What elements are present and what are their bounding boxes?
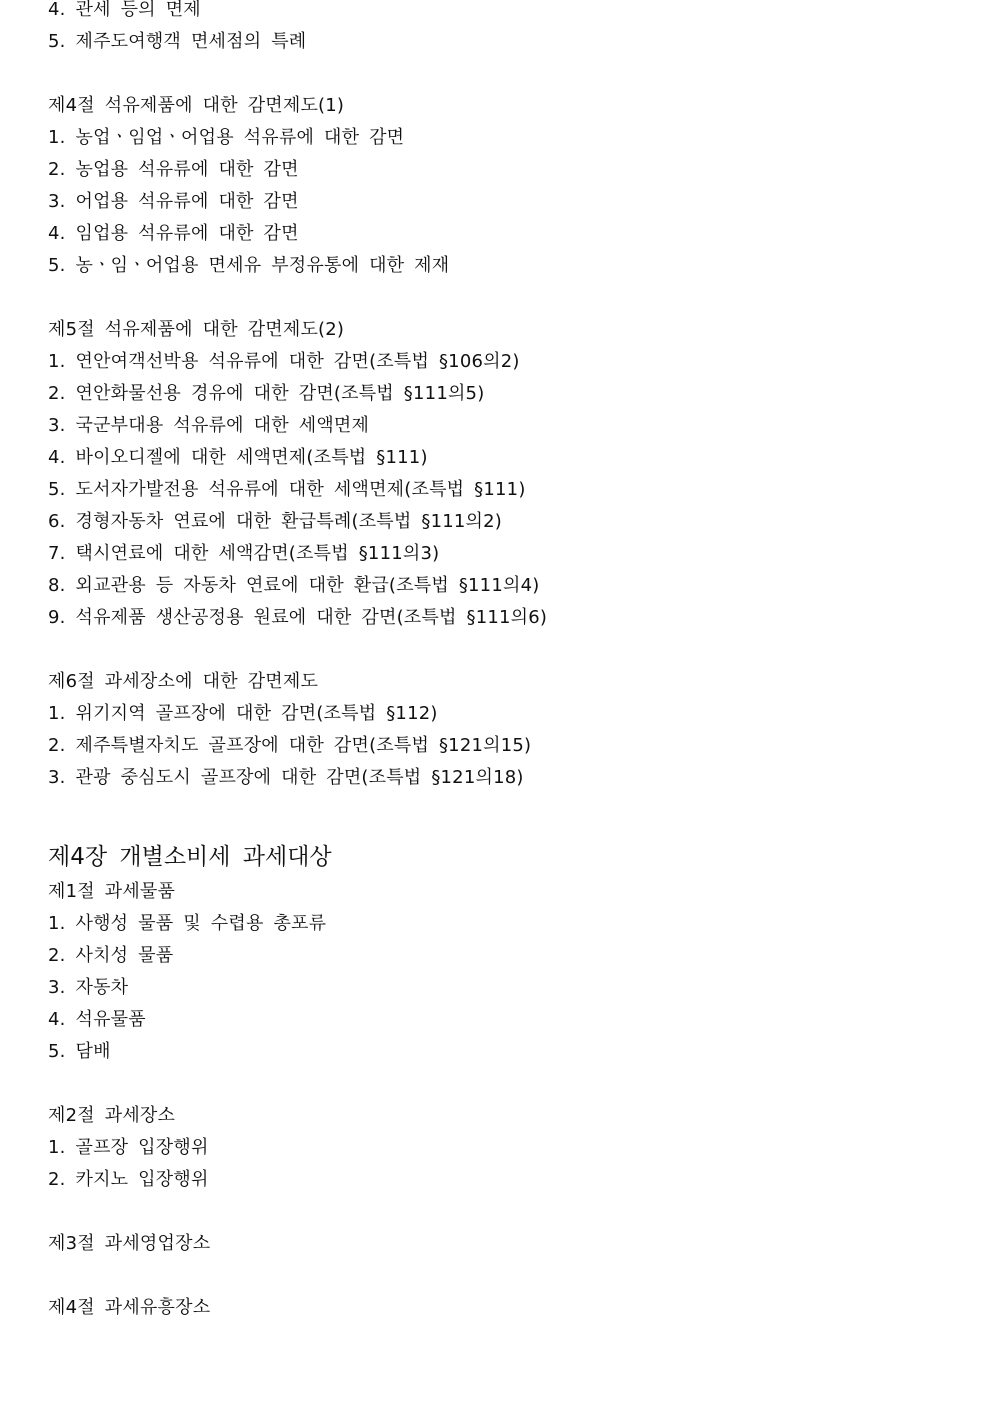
section-heading: 제4절 석유제품에 대한 감면제도(1): [48, 95, 345, 116]
list-item: 2. 농업용 석유류에 대한 감면: [48, 159, 299, 180]
list-item: 1. 연안여객선박용 석유류에 대한 감면(조특법 §106의2): [48, 351, 520, 372]
list-item: 2. 카지노 입장행위: [48, 1169, 209, 1190]
list-item: 4. 임업용 석유류에 대한 감면: [48, 223, 299, 244]
spacer: [48, 1260, 948, 1292]
list-item: 6. 경형자동차 연료에 대한 환급특례(조특법 §111의2): [48, 511, 503, 532]
list-item: 5. 담배: [48, 1041, 111, 1062]
list-item: 3. 자동차: [48, 977, 129, 998]
list-item: 4. 바이오디젤에 대한 세액면제(조특법 §111): [48, 447, 428, 468]
section-heading: 제2절 과세장소: [48, 1105, 176, 1126]
list-item: 3. 국군부대용 석유류에 대한 세액면제: [48, 415, 370, 436]
spacer: [48, 1068, 948, 1100]
spacer: [48, 634, 948, 666]
list-item: 9. 석유제품 생산공정용 원료에 대한 감면(조특법 §111의6): [48, 607, 548, 628]
list-item: 1. 농업ㆍ임업ㆍ어업용 석유류에 대한 감면: [48, 127, 405, 148]
section-heading: 제6절 과세장소에 대한 감면제도: [48, 671, 319, 692]
list-item: 3. 어업용 석유류에 대한 감면: [48, 191, 299, 212]
list-item: 4. 석유물품: [48, 1009, 146, 1030]
document-body: [48, 0, 948, 1324]
section-heading: 제4절 과세유흥장소: [48, 1297, 211, 1318]
list-item: 8. 외교관용 등 자동차 연료에 대한 환급(조특법 §111의4): [48, 575, 540, 596]
list-item: 5. 제주도여행객 면세점의 특례: [48, 31, 307, 52]
list-item: 2. 연안화물선용 경유에 대한 감면(조특법 §111의5): [48, 383, 485, 404]
list-item: 4. 관세 등의 면제: [48, 0, 201, 20]
spacer: [48, 282, 948, 314]
list-item: 2. 사치성 물품: [48, 945, 174, 966]
list-item: 3. 관광 중심도시 골프장에 대한 감면(조특법 §121의18): [48, 767, 524, 788]
list-item: 7. 택시연료에 대한 세액감면(조특법 §111의3): [48, 543, 440, 564]
spacer: [48, 58, 948, 90]
list-item: 1. 골프장 입장행위: [48, 1137, 209, 1158]
section-heading: 제5절 석유제품에 대한 감면제도(2): [48, 319, 345, 340]
spacer: [48, 794, 948, 838]
list-item: 1. 위기지역 골프장에 대한 감면(조특법 §112): [48, 703, 438, 724]
list-item: 1. 사행성 물품 및 수렵용 총포류: [48, 913, 327, 934]
chapter-heading: 제4장 개별소비세 과세대상: [48, 844, 332, 870]
section-heading: 제1절 과세물품: [48, 881, 176, 902]
list-item: 5. 농ㆍ임ㆍ어업용 면세유 부정유통에 대한 제재: [48, 255, 450, 276]
list-item: 5. 도서자가발전용 석유류에 대한 세액면제(조특법 §111): [48, 479, 526, 500]
list-item: 2. 제주특별자치도 골프장에 대한 감면(조특법 §121의15): [48, 735, 532, 756]
section-heading: 제3절 과세영업장소: [48, 1233, 211, 1254]
spacer: [48, 1196, 948, 1228]
